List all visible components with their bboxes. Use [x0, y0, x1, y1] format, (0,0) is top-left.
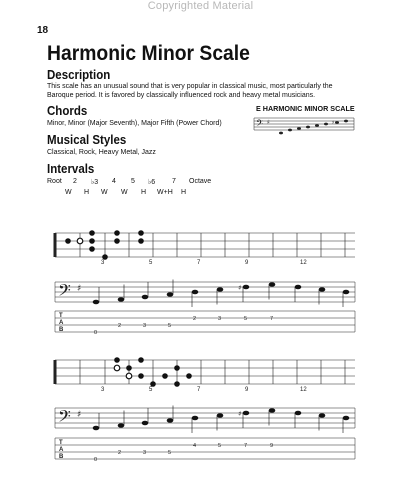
tab-number: 5: [218, 443, 222, 449]
interval-degree: ♭3: [91, 179, 99, 186]
tab-clef-t: T: [59, 313, 63, 319]
tab-number: 7: [270, 316, 274, 322]
interval-degree: 5: [131, 178, 135, 185]
styles-heading: Musical Styles: [47, 133, 127, 147]
fretboard-1: [55, 233, 355, 257]
accidental-sharp-icon: ♯: [238, 284, 242, 292]
fret-number: 12: [300, 387, 307, 393]
tab-staff-2: [55, 438, 355, 459]
page-number: 18: [37, 25, 49, 36]
interval-degree: 7: [172, 178, 176, 185]
tab-number: 9: [270, 443, 274, 449]
bass-clef-icon: 𝄢: [58, 406, 71, 430]
styles-text: Classical, Rock, Heavy Metal, Jazz: [47, 149, 156, 156]
tab-number: 2: [118, 323, 122, 329]
fret-number: 7: [197, 260, 201, 266]
tab-clef-b: B: [59, 327, 64, 333]
interval-degree: ♭6: [148, 179, 156, 186]
staff-2: [55, 408, 355, 428]
key-signature-sharp-icon: ♯: [77, 284, 82, 294]
watermark: Copyrighted Material: [147, 0, 254, 12]
interval-step: W: [121, 189, 128, 196]
fretboard-2: [55, 360, 355, 384]
interval-step: H: [181, 189, 187, 196]
interval-step: H: [141, 189, 147, 196]
tab-number: 5: [168, 450, 172, 456]
fretboard-2-root-marker: [114, 365, 120, 371]
tab-number: 7: [244, 443, 248, 449]
small-sharp-icon: ♯: [267, 119, 270, 126]
tab-number: 0: [94, 457, 98, 463]
description-line-1: This scale has an unusual sound that is very popular in classical music, most particularly the: [47, 83, 333, 90]
staff-2-notes: [93, 406, 349, 434]
tab-number: 2: [193, 316, 197, 322]
tab-1-numbers: [94, 316, 273, 336]
tab-staff-1: [55, 311, 355, 332]
fretboard-1-root-marker: [77, 238, 83, 244]
small-sharp-icon: ♯: [332, 120, 335, 126]
accidental-sharp-icon: ♯: [238, 410, 242, 418]
fretboard-2-root-marker: [126, 373, 132, 379]
key-signature-sharp-icon: ♯: [77, 410, 82, 420]
tab-2-numbers: [94, 443, 273, 463]
fret-number: 3: [101, 387, 105, 393]
interval-degree: 2: [73, 178, 77, 185]
description-line-2: Baroque period. It is favored by classically influenced rock and heavy metal musicians.: [47, 92, 316, 99]
fret-number: 5: [149, 387, 153, 393]
tab-clef-b: B: [59, 454, 64, 460]
interval-step: H: [84, 189, 90, 196]
chords-heading: Chords: [47, 104, 88, 118]
tab-clef-a: A: [59, 320, 64, 326]
fret-number: 7: [197, 387, 201, 393]
tab-number: 3: [143, 450, 147, 456]
interval-degree: Octave: [189, 178, 212, 185]
staff-1-notes: [93, 280, 349, 308]
tab-number: 5: [244, 316, 248, 322]
fret-number: 3: [101, 260, 105, 266]
tab-number: 0: [94, 330, 98, 336]
fretboard-1-dots: [65, 230, 144, 260]
tab-clef-t: T: [59, 440, 63, 446]
tab-number: 3: [143, 323, 147, 329]
page-title: Harmonic Minor Scale: [47, 42, 250, 65]
bass-clef-icon: 𝄢: [58, 280, 71, 304]
fret-number: 9: [245, 387, 249, 393]
fret-number: 12: [300, 260, 307, 266]
fret-number: 9: [245, 260, 249, 266]
tab-clef-a: A: [59, 447, 64, 453]
interval-step: W: [65, 189, 72, 196]
interval-degree: Root: [47, 178, 62, 185]
scale-box-label: E HARMONIC MINOR SCALE: [256, 104, 355, 113]
interval-step: W+H: [157, 189, 173, 196]
fret-number: 5: [149, 260, 153, 266]
description-heading: Description: [47, 68, 111, 82]
interval-step: W: [101, 189, 108, 196]
tab-number: 3: [218, 316, 222, 322]
tab-number: 5: [168, 323, 172, 329]
staff-1: [55, 282, 355, 302]
tab-number: 2: [118, 450, 122, 456]
interval-degree: 4: [112, 178, 116, 185]
chords-text: Minor, Minor (Major Seventh), Major Fifth (Power Chord): [47, 120, 222, 127]
small-bass-clef-icon: 𝄢: [256, 118, 264, 131]
tab-number: 4: [193, 443, 197, 449]
intervals-heading: Intervals: [47, 162, 95, 176]
